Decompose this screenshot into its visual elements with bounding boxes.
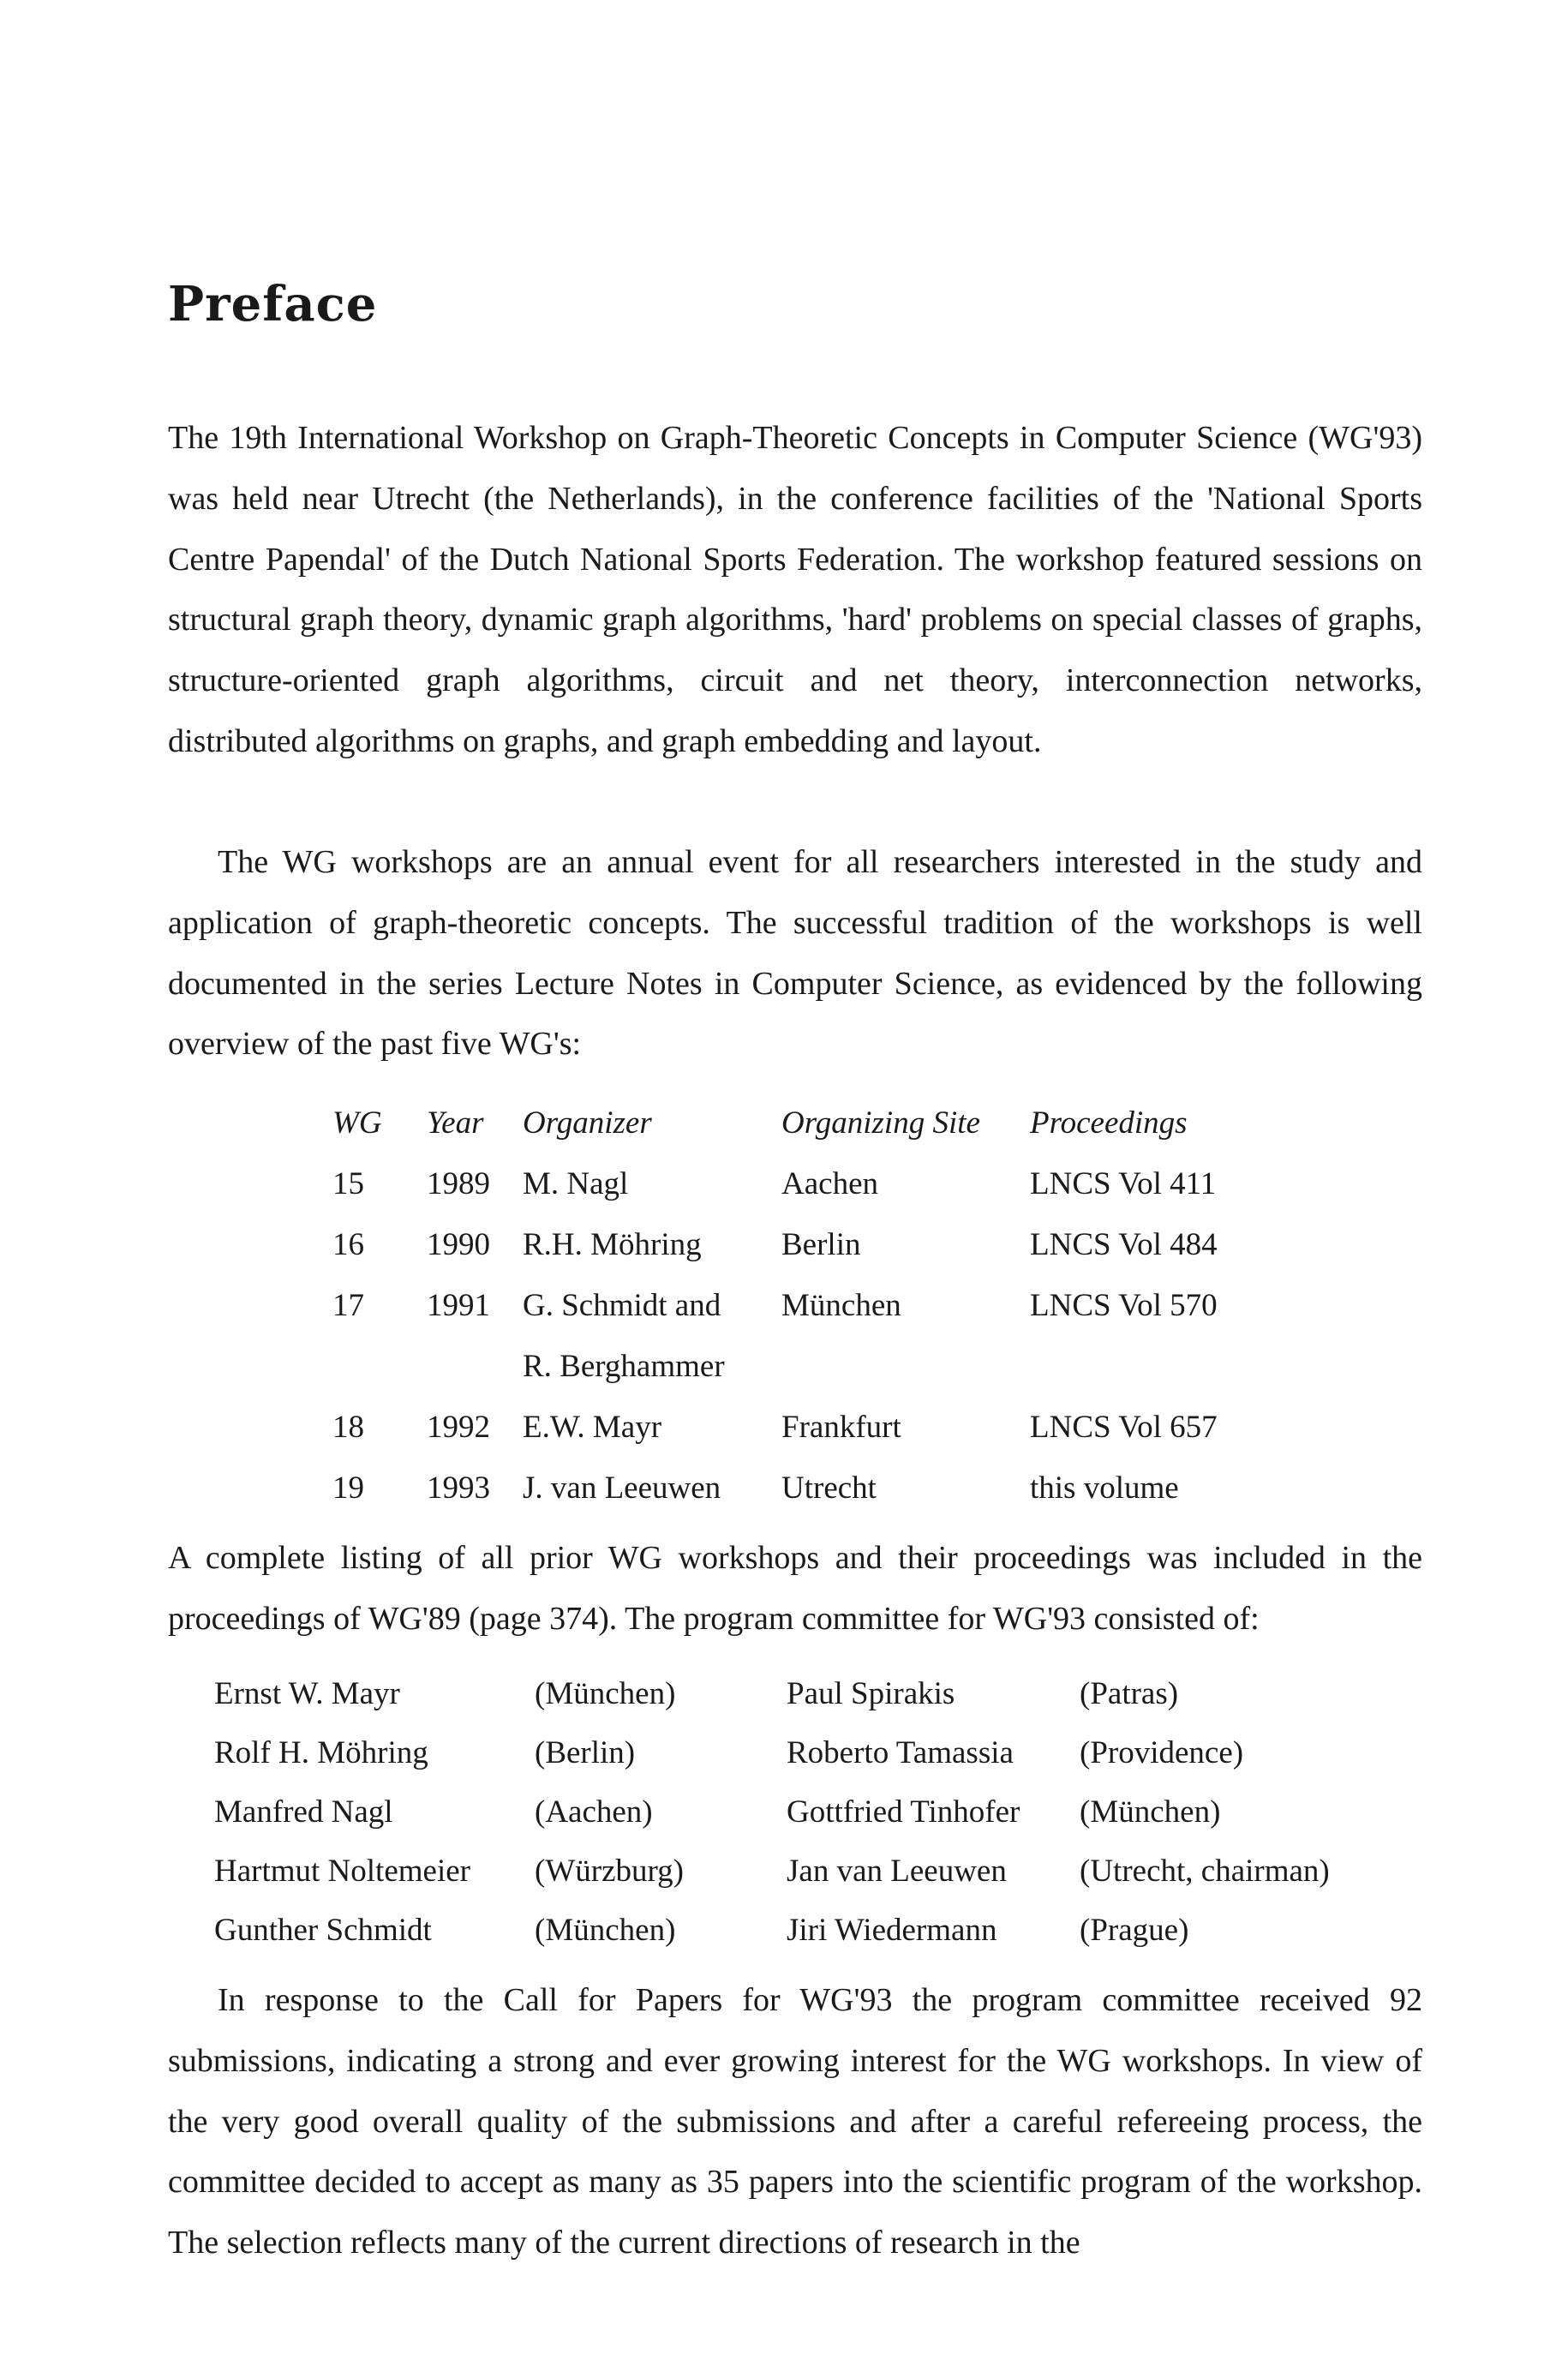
committee-member-name: Jan van Leeuwen (787, 1854, 1007, 1889)
committee-member-affiliation: (Berlin) (535, 1735, 636, 1770)
committee-row (214, 1723, 1371, 1782)
paragraph-submissions: In response to the Call for Papers for WG'93 the program committee received 92 submissions, indicating a strong and ever growing interest for the WG workshops. In view of the very good overall quality of the submissions and after a careful refereeing process, the committee decided to accept as many as 35 papers into the scientific program of the workshop. The selection reflects many of the current directions of research in the (168, 1982, 1422, 2261)
committee-member-affiliation: (München) (1080, 1794, 1221, 1830)
committee-row (214, 1842, 1371, 1901)
table-cell: this volume (1030, 1471, 1179, 1506)
committee-member-name: Hartmut Noltemeier (214, 1854, 470, 1889)
committee-member-affiliation: (Aachen) (535, 1794, 653, 1830)
table-cell (332, 1336, 427, 1397)
column-header-wg: WG (332, 1105, 382, 1141)
table-cell: 1991 (427, 1288, 490, 1323)
table-row (332, 1397, 1270, 1458)
table-cell (1030, 1336, 1270, 1397)
table-cell: 1989 (427, 1166, 490, 1201)
column-header-proceedings: Proceedings (1030, 1105, 1188, 1141)
table-row (332, 1336, 1270, 1397)
table-cell (781, 1336, 1030, 1397)
committee-member-name: Jiri Wiedermann (787, 1913, 997, 1948)
table-cell: E.W. Mayr (523, 1410, 662, 1445)
table-cell: 1993 (427, 1471, 490, 1506)
table-cell: J. van Leeuwen (523, 1471, 721, 1506)
table-row (332, 1458, 1270, 1518)
committee-row (214, 1901, 1371, 1960)
table-cell: LNCS Vol 570 (1030, 1288, 1218, 1323)
paragraph-intro: The 19th International Workshop on Graph-Theoretic Concepts in Computer Science (WG'93) was held near Utrecht (the Netherlands), in the conference facilities of the 'National Sports Centre Papendal' of the Dutch National Sports Federation. The workshop featured sessions on structural graph theory, dynamic graph algorithms, 'hard' problems on special classes of graphs, structure-oriented graph algorithms, circuit and net theory, interconnection networks, distributed algorithms on graphs, and graph embedding and layout. (168, 420, 1422, 759)
table-cell: München (781, 1288, 901, 1323)
committee-member-affiliation: (Patras) (1080, 1676, 1179, 1711)
committee-member-name: Gottfried Tinhofer (787, 1794, 1020, 1830)
committee-member-affiliation: (Providence) (1080, 1735, 1244, 1770)
table-header-row (332, 1093, 1270, 1153)
table-cell: Aachen (781, 1166, 878, 1201)
table-cell: G. Schmidt and (523, 1288, 721, 1323)
table-cell: 18 (332, 1410, 364, 1445)
table-cell: Berlin (781, 1227, 861, 1262)
table-cell (427, 1336, 523, 1397)
committee-member-name: Roberto Tamassia (787, 1735, 1014, 1770)
table-row (332, 1214, 1270, 1275)
column-header-year: Year (427, 1105, 484, 1141)
committee-member-affiliation: (Würzburg) (535, 1854, 684, 1889)
committee-member-name: Ernst W. Mayr (214, 1676, 400, 1711)
column-header-organizing-site: Organizing Site (781, 1105, 980, 1141)
committee-member-name: Manfred Nagl (214, 1794, 393, 1830)
committee-member-name: Paul Spirakis (787, 1676, 955, 1711)
table-cell: Frankfurt (781, 1410, 901, 1445)
committee-member-name: Gunther Schmidt (214, 1913, 432, 1948)
table-cell: R. Berghammer (523, 1349, 725, 1384)
table-cell: 17 (332, 1288, 364, 1323)
committee-member-affiliation: (Utrecht, chairman) (1080, 1854, 1330, 1889)
paragraph-wg-series: The WG workshops are an annual event for all researchers interested in the study and application of graph-theoretic concepts. The successful tradition of the workshops is well documented in the series Lecture Notes in Computer Science, as evidenced by the following overview of the past five WG's: (168, 844, 1422, 1063)
table-cell: 19 (332, 1471, 364, 1506)
column-header-organizer: Organizer (523, 1105, 652, 1141)
page-title: Preface (168, 276, 378, 332)
table-cell: LNCS Vol 484 (1030, 1227, 1218, 1262)
table-row (332, 1275, 1270, 1336)
committee-member-affiliation: (München) (535, 1676, 676, 1711)
table-cell: 1990 (427, 1227, 490, 1262)
table-cell: R.H. Möhring (523, 1227, 702, 1262)
committee-member-affiliation: (Prague) (1080, 1913, 1189, 1948)
table-cell: M. Nagl (523, 1166, 629, 1201)
table-row (332, 1153, 1270, 1214)
table-cell: 15 (332, 1166, 364, 1201)
table-cell: LNCS Vol 411 (1030, 1166, 1217, 1201)
committee-row (214, 1782, 1371, 1842)
paragraph-committee-intro: A complete listing of all prior WG workshops and their proceedings was included in the proceedings of WG'89 (page 374). The program committee for WG'93 consisted of: (168, 1540, 1422, 1637)
table-cell: 16 (332, 1227, 364, 1262)
program-committee-table (214, 1664, 1371, 1960)
table-cell: LNCS Vol 657 (1030, 1410, 1218, 1445)
table-cell: Utrecht (781, 1471, 877, 1506)
wg-overview-table (332, 1093, 1270, 1518)
committee-row (214, 1664, 1371, 1723)
committee-member-affiliation: (München) (535, 1913, 676, 1948)
table-cell: 1992 (427, 1410, 490, 1445)
committee-member-name: Rolf H. Möhring (214, 1735, 428, 1770)
